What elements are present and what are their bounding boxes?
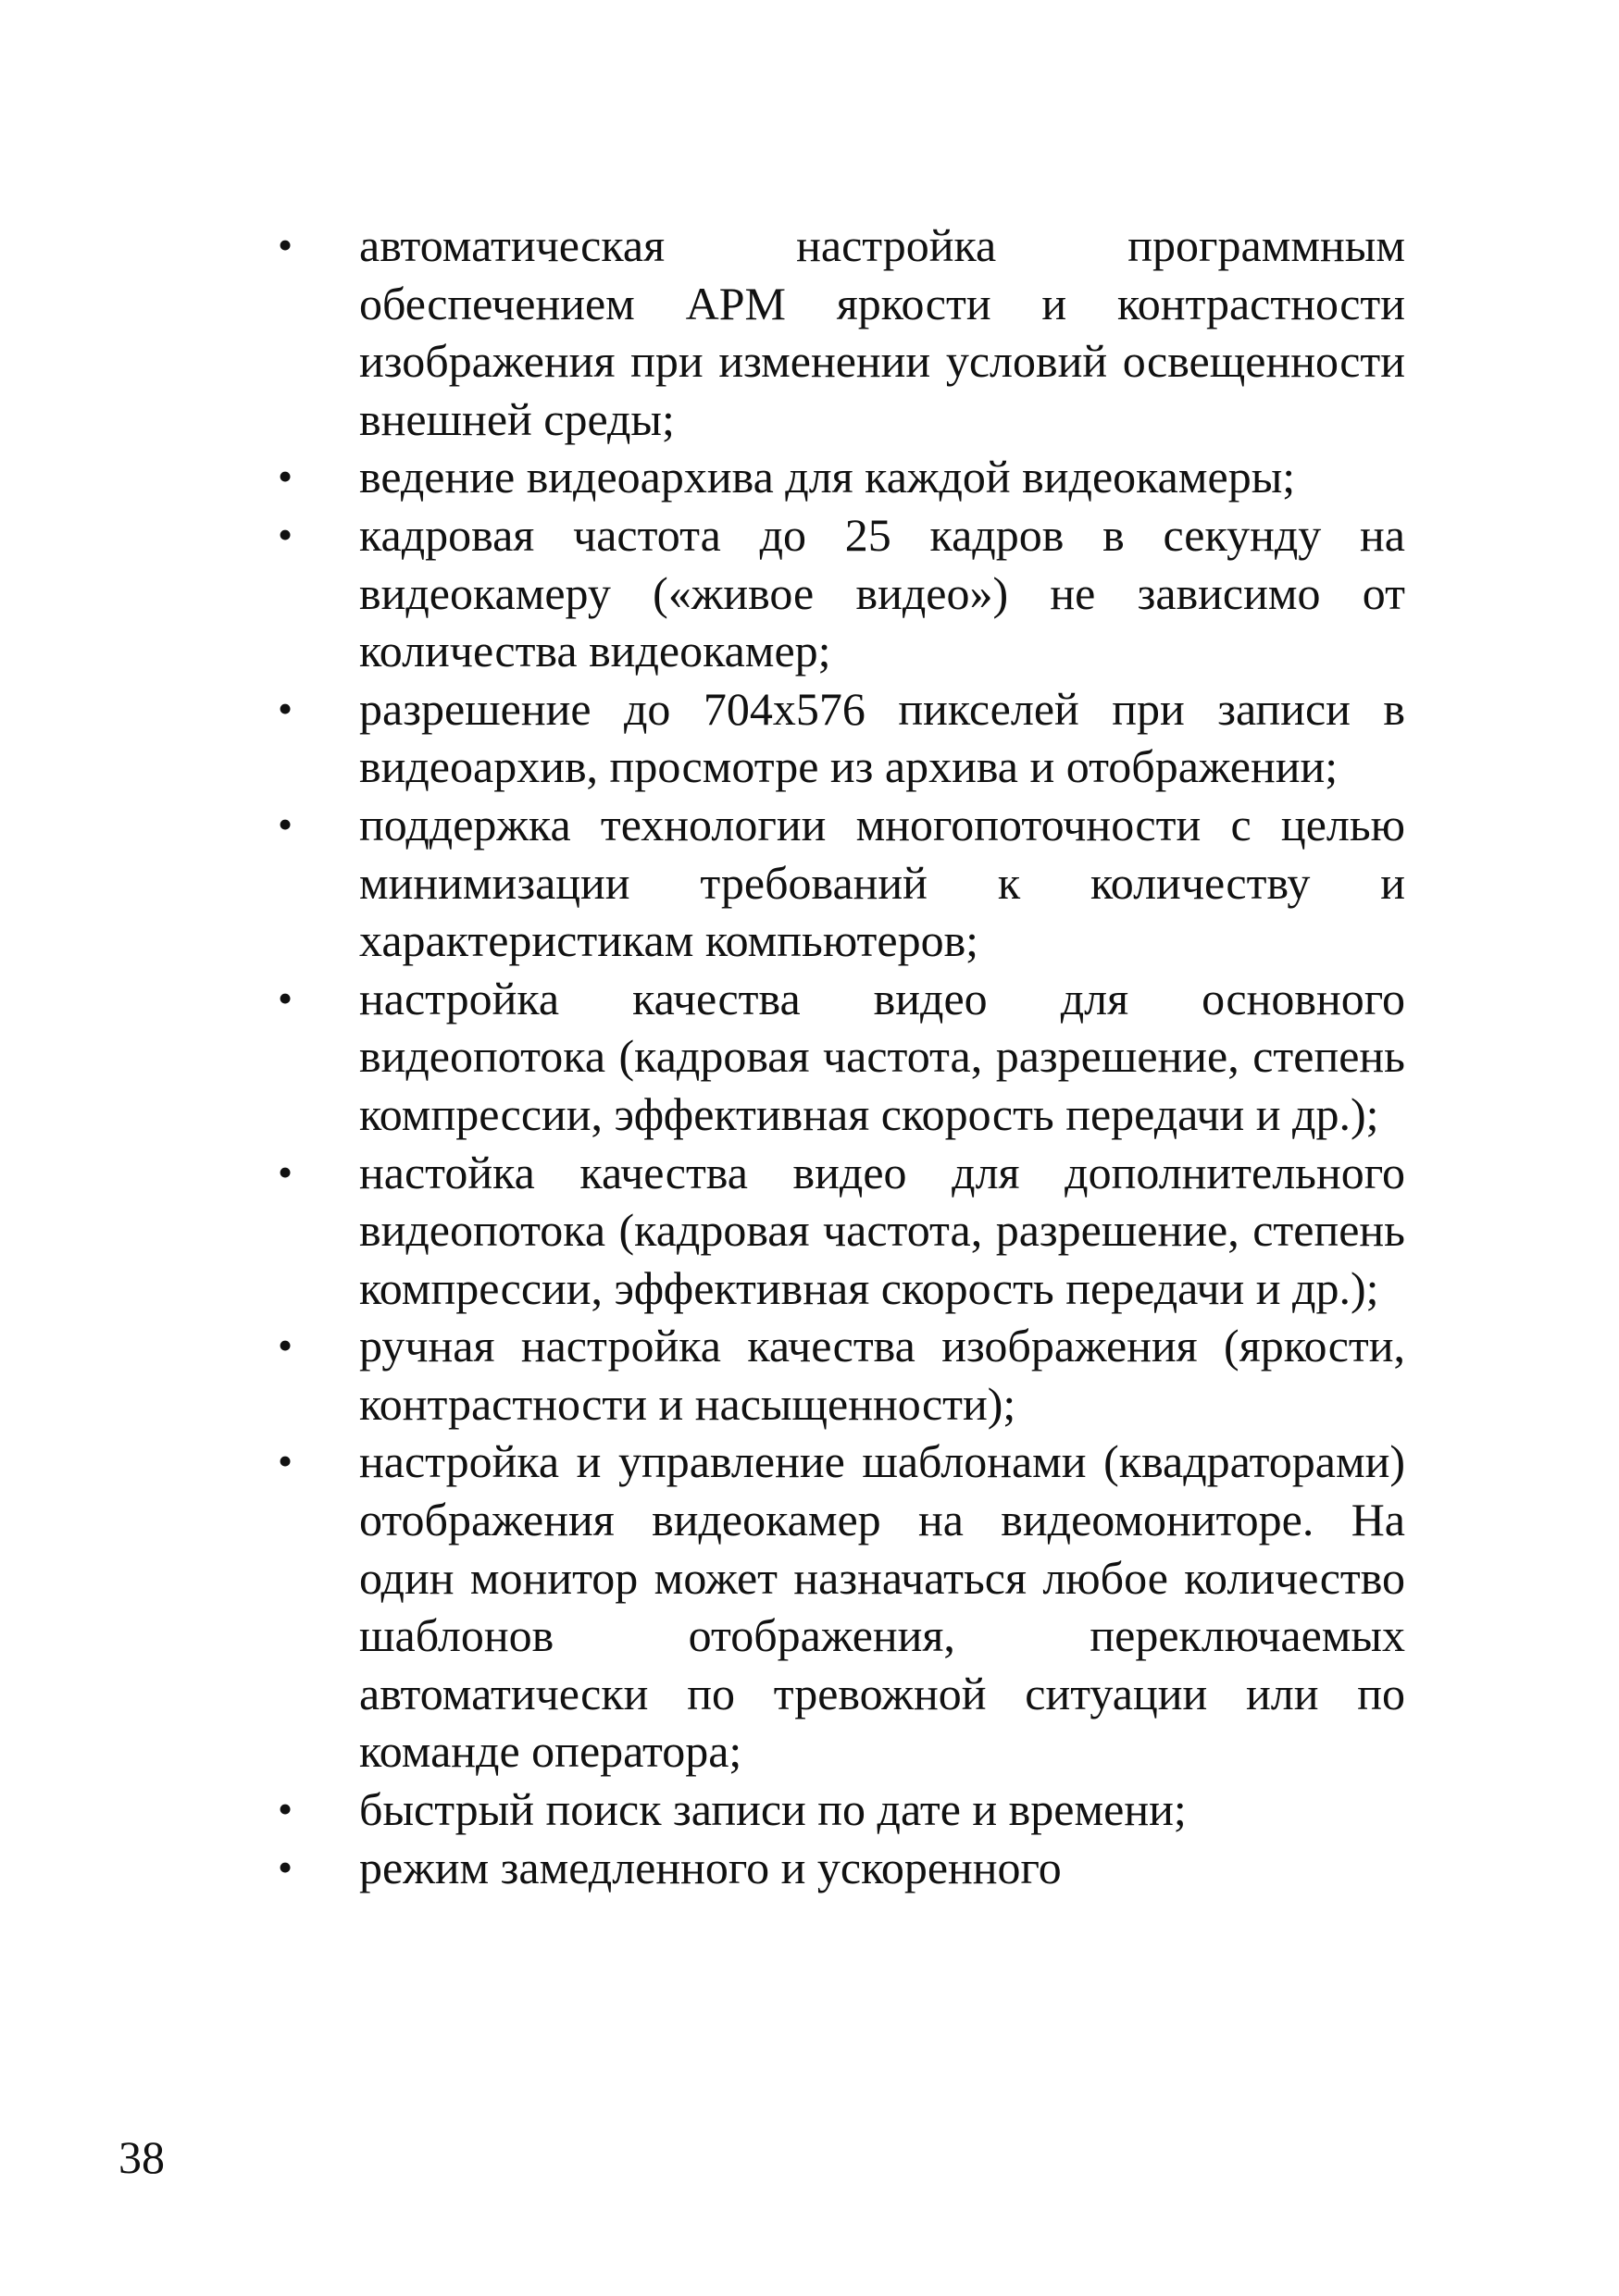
bullet-icon: • [278, 684, 293, 732]
list-item [278, 1839, 1405, 1897]
list-item-text: автоматическая настройка программным обеспечением АРМ яркости и контрастности изображения при изменении условий освещенности внешней среды; [359, 219, 1405, 445]
list-item-text: настройка и управление шаблонами (квадраторами) отображения видеокамер на видеомониторе. На один монитор может назначаться любое количество шаблонов отображения, переключаемых автоматически по тревожной ситуации или по команде оператора; [359, 1435, 1405, 1778]
list-item [278, 506, 1405, 680]
list-item-text: быстрый поиск записи по дате и времени; [359, 1783, 1187, 1836]
bullet-icon: • [278, 221, 293, 268]
list-item-text: настройка качества видео для основного видеопотока (кадровая частота, разрешение, степень компрессии, эффективная скорость передачи и др.); [359, 972, 1405, 1140]
bullet-icon: • [278, 510, 293, 558]
list-item-text: режим замедленного и ускоренного [359, 1841, 1062, 1893]
list-item-text: ведение видеоархива для каждой видеокамеры; [359, 451, 1296, 503]
list-item [278, 680, 1405, 796]
bullet-icon: • [278, 1843, 293, 1891]
list-item [278, 217, 1405, 448]
list-item [278, 1317, 1405, 1433]
bullet-icon: • [278, 1148, 293, 1196]
page-number: 38 [118, 2131, 165, 2183]
bullet-icon: • [278, 1322, 293, 1370]
bullet-icon: • [278, 1437, 293, 1485]
list-item [278, 1433, 1405, 1781]
list-item [278, 796, 1405, 970]
list-item-text: ручная настройка качества изображения (яркости, контрастности и насыщенности); [359, 1320, 1405, 1430]
list-item-text: разрешение до 704x576 пикселей при записи в видеоархив, просмотре из архива и отображении; [359, 682, 1405, 793]
bullet-icon: • [278, 974, 293, 1022]
list-item-text: кадровая частота до 25 кадров в секунду на видеокамеру («живое видео») не зависимо от количества видеокамер; [359, 508, 1405, 677]
bullet-icon: • [278, 800, 293, 848]
list-item-text: настойка качества видео для дополнительного видеопотока (кадровая частота, разрешение, степень компрессии, эффективная скорость передачи и др.); [359, 1146, 1405, 1314]
list-item [278, 448, 1405, 506]
list-item [278, 1781, 1405, 1839]
bullet-icon: • [278, 453, 293, 501]
bullet-icon: • [278, 1785, 293, 1833]
list-item [278, 970, 1405, 1144]
list-item [278, 1144, 1405, 1318]
list-item-text: поддержка технологии многопоточности с целью минимизации требований к количеству и характеристикам компьютеров; [359, 798, 1405, 967]
feature-bullet-list [278, 217, 1405, 1896]
